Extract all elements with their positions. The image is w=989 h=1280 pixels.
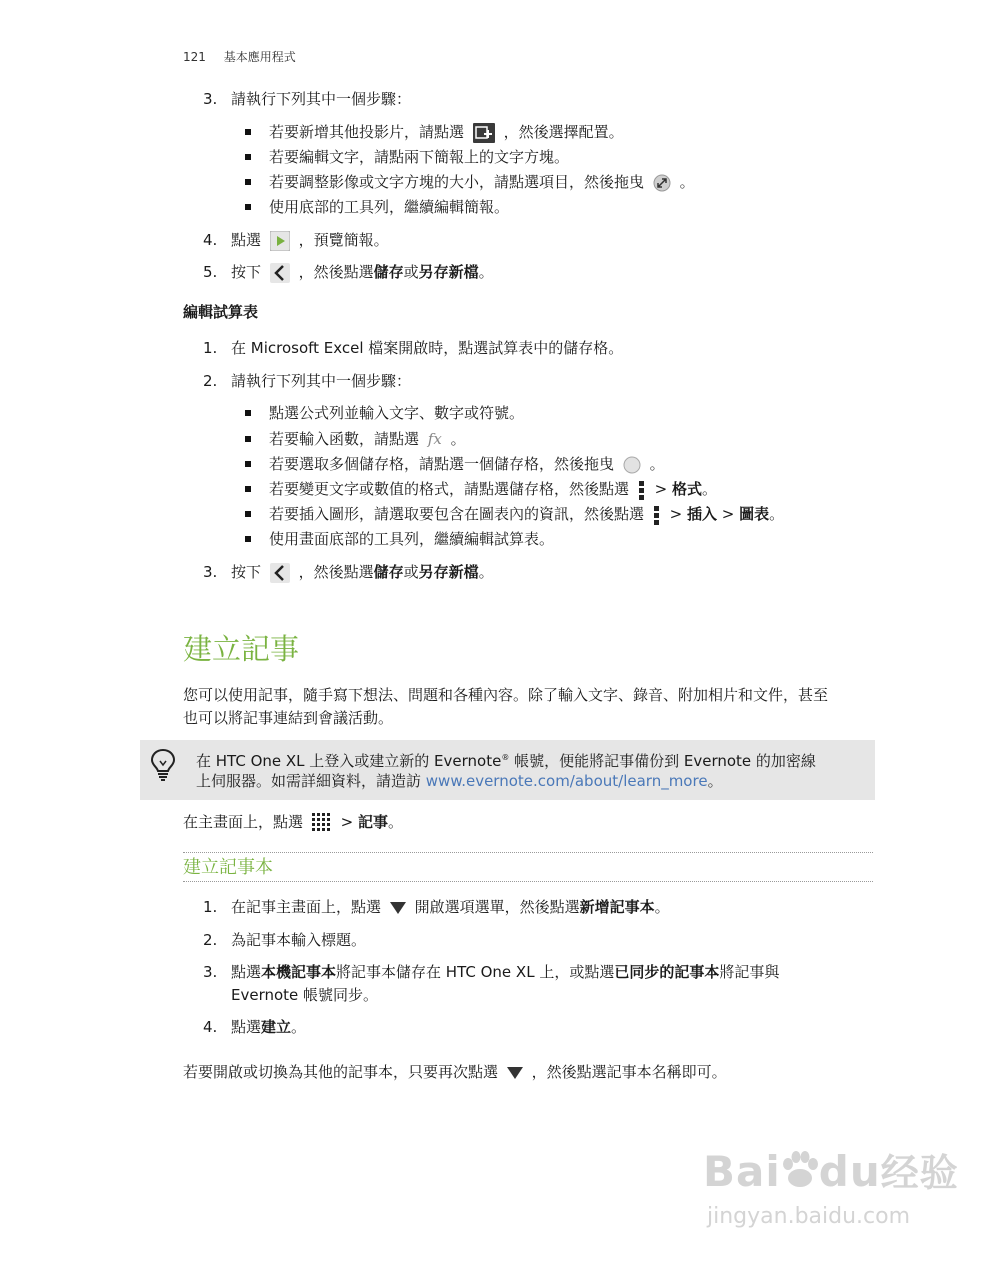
excel-step-3: 3. 按下 ，然後點選儲存或另存新檔。 xyxy=(203,563,494,581)
bullet-icon xyxy=(245,461,251,467)
bullet-icon xyxy=(245,179,251,185)
section-title: 基本應用程式 xyxy=(223,50,296,64)
pres-bullet-1: 若要新增其他投影片，請點選 ，然後選擇配置。 xyxy=(245,121,624,143)
menu-dots-icon xyxy=(638,480,646,500)
excel-bullet-2: 若要輸入函數，請點選 fx 。 xyxy=(245,428,466,450)
tip-line-2: 上伺服器。如需詳細資料，請造訪 www.evernote.com/about/learn_more。 xyxy=(196,772,723,790)
page-header xyxy=(183,48,296,65)
drag-handle-circle-icon xyxy=(623,456,641,474)
divider-bottom xyxy=(183,881,873,882)
notes-heading: 建立記事 xyxy=(183,632,300,666)
all-apps-grid-icon xyxy=(312,813,332,833)
lightbulb-tip-icon xyxy=(150,748,176,782)
notebook-step-1: 1. 在記事主畫面上，點選 開啟選項選單，然後點選新增記事本。 xyxy=(203,898,670,916)
notebook-step-4: 4. 點選建立。 xyxy=(203,1018,307,1036)
bullet-icon xyxy=(245,129,251,135)
notebook-step-3: 3. 點選本機記事本將記事本儲存在 HTC One XL 上，或點選已同步的記事本將記事與 xyxy=(203,963,780,981)
excel-bullet-1: 點選公式列並輸入文字、數字或符號。 xyxy=(245,402,524,424)
pres-step-3: 3. 請執行下列其中一個步驟： xyxy=(203,90,412,108)
notebook-closing: 若要開啟或切換為其他的記事本，只要再次點選 ，然後點選記事本名稱即可。 xyxy=(183,1063,727,1081)
back-chevron-icon xyxy=(270,563,290,583)
bullet-icon xyxy=(245,436,251,442)
pres-bullet-3: 若要調整影像或文字方塊的大小，請點選項目，然後拖曳 。 xyxy=(245,171,695,193)
evernote-learn-more-link[interactable]: www.evernote.com/about/learn_more xyxy=(425,772,708,790)
paw-icon xyxy=(781,1150,819,1190)
function-fx-icon: fx xyxy=(427,430,442,448)
excel-bullet-6: 使用畫面底部的工具列，繼續編輯試算表。 xyxy=(245,528,554,550)
bullet-icon xyxy=(245,536,251,542)
page-number: 121 xyxy=(183,50,206,64)
play-preview-icon xyxy=(270,231,290,251)
notes-intro-line-2: 也可以將記事連結到會議活動。 xyxy=(183,709,394,727)
notes-home-instruction: 在主畫面上，點選 > 記事。 xyxy=(183,813,403,831)
bullet-icon xyxy=(245,486,251,492)
baidu-watermark-url: jingyan.baidu.com xyxy=(707,1204,911,1229)
bullet-icon xyxy=(245,154,251,160)
excel-step-1: 1. 在 Microsoft Excel 檔案開啟時，點選試算表中的儲存格。 xyxy=(203,339,624,357)
pres-bullet-4: 使用底部的工具列，繼續編輯簡報。 xyxy=(245,196,509,218)
divider-top xyxy=(183,852,873,853)
options-menu-triangle-icon xyxy=(390,902,406,914)
back-chevron-icon xyxy=(270,263,290,283)
notes-intro-line-1: 您可以使用記事，隨手寫下想法、問題和各種內容。除了輸入文字、錄音、附加相片和文件，甚至 xyxy=(183,686,829,704)
excel-heading: 編輯試算表 xyxy=(183,303,259,321)
tip-line-1: 在 HTC One XL 上登入或建立新的 Evernote® 帳號，便能將記事備份到 Evernote 的加密線 xyxy=(196,752,816,770)
pres-step-5: 5. 按下 ，然後點選儲存或另存新檔。 xyxy=(203,263,494,281)
excel-bullet-3: 若要選取多個儲存格，請點選一個儲存格，然後拖曳 。 xyxy=(245,453,665,475)
pres-bullet-2: 若要編輯文字，請點兩下簡報上的文字方塊。 xyxy=(245,146,569,168)
pres-step-4: 4. 點選 ，預覽簡報。 xyxy=(203,231,389,249)
excel-bullet-5: 若要插入圖形，請選取要包含在圖表內的資訊，然後點選 > 插入 > 圖表。 xyxy=(245,503,784,525)
excel-step-2: 2. 請執行下列其中一個步驟： xyxy=(203,372,412,390)
excel-bullet-4: 若要變更文字或數值的格式，請點選儲存格，然後點選 > 格式。 xyxy=(245,478,717,500)
notebook-heading: 建立記事本 xyxy=(183,857,273,878)
bullet-icon xyxy=(245,410,251,416)
bullet-icon xyxy=(245,204,251,210)
menu-dots-icon xyxy=(653,505,661,525)
baidu-watermark-logo: Bai du经验 xyxy=(703,1147,959,1196)
notebook-step-3-line-2: Evernote 帳號同步。 xyxy=(231,986,379,1004)
new-slide-icon xyxy=(473,123,495,143)
resize-handle-icon xyxy=(653,174,671,192)
bullet-icon xyxy=(245,511,251,517)
options-menu-triangle-icon xyxy=(507,1067,523,1079)
notebook-step-2: 2. 為記事本輸入標題。 xyxy=(203,931,367,949)
